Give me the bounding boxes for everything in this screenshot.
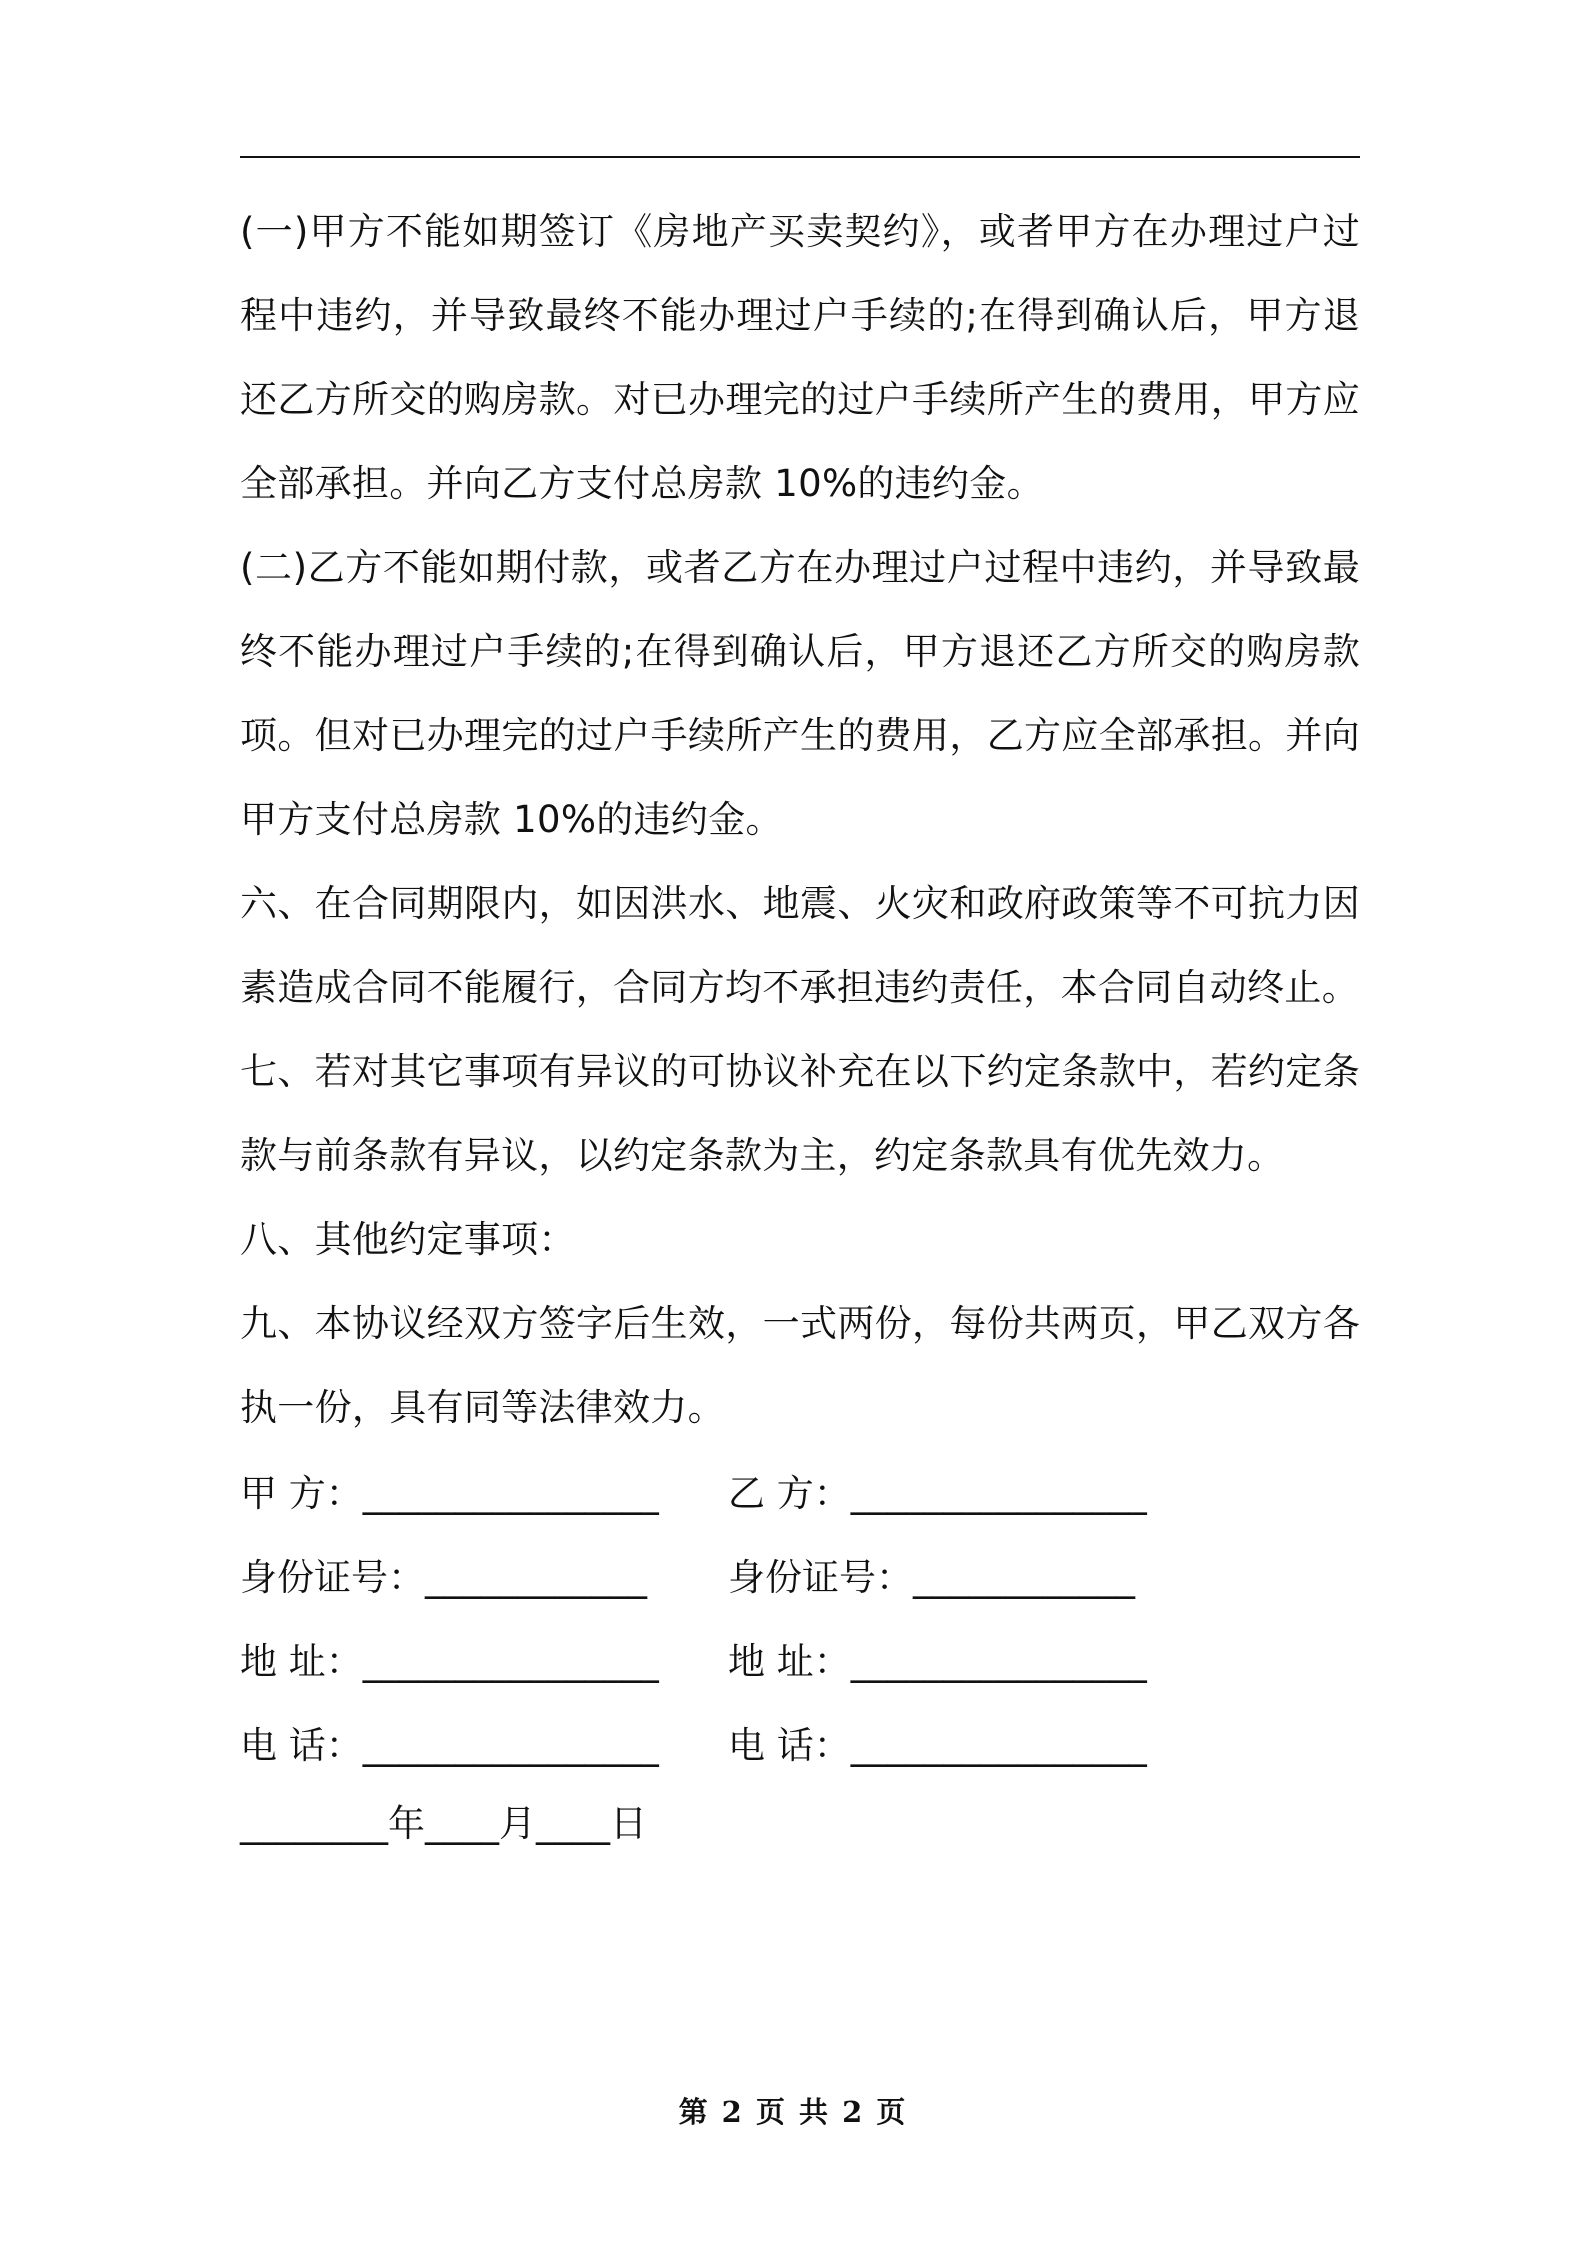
page-indicator: 第 2 页 共 2 页 <box>678 2095 908 2129</box>
clause-7-supplementary-terms: 七、若对其它事项有异议的可协议补充在以下约定条款中，若约定条款与前条款有异议，以约定条款为主，约定条款具有优先效力。 <box>240 1050 1360 1177</box>
clause-breach-party-b: (二)乙方不能如期付款，或者乙方在办理过户过程中违约，并导致最终不能办理过户手续的;在得到确认后，甲方退还乙方所交的购房款项。但对已办理完的过户手续所产生的费用，乙方应全部承担。并向甲方支付总房款 10%的违约金。 <box>240 546 1360 841</box>
clause-breach-party-a: (一)甲方不能如期签订《房地产买卖契约》，或者甲方在办理过户过程中违约，并导致最终不能办理过户手续的;在得到确认后，甲方退还乙方所交的购房款。对已办理完的过户手续所产生的费用，甲方应全部承担。并向乙方支付总房款 10%的违约金。 <box>240 210 1360 505</box>
signature-row-party <box>240 1448 1360 1532</box>
header-rule <box>240 156 1360 158</box>
clause-6-force-majeure: 六、在合同期限内，如因洪水、地震、火灾和政府政策等不可抗力因素造成合同不能履行，合同方均不承担违约责任，本合同自动终止。 <box>240 882 1360 1009</box>
signature-row-address <box>240 1616 1360 1700</box>
date-field: ________年____月____日 <box>240 1802 647 1845</box>
clause-8-other-matters: 八、其他约定事项： <box>240 1218 576 1261</box>
party-a-phone-field: 电 话：________________ <box>240 1724 659 1767</box>
signature-block <box>240 1448 1360 1784</box>
signature-row-phone <box>240 1700 1360 1784</box>
party-b-phone-field: 电 话：________________ <box>728 1724 1147 1767</box>
party-a-id-field: 身份证号：____________ <box>240 1556 647 1599</box>
party-b-address-field: 地 址：________________ <box>728 1640 1147 1683</box>
party-a-signature-field: 甲 方：________________ <box>240 1472 659 1515</box>
contract-body <box>240 190 1360 1450</box>
clause-9-effectiveness: 九、本协议经双方签字后生效，一式两份，每份共两页，甲乙双方各执一份，具有同等法律效力。 <box>240 1302 1360 1429</box>
party-b-id-field: 身份证号：____________ <box>728 1556 1135 1599</box>
party-b-signature-field: 乙 方：________________ <box>728 1472 1147 1515</box>
signature-row-id <box>240 1532 1360 1616</box>
party-a-address-field: 地 址：________________ <box>240 1640 659 1683</box>
